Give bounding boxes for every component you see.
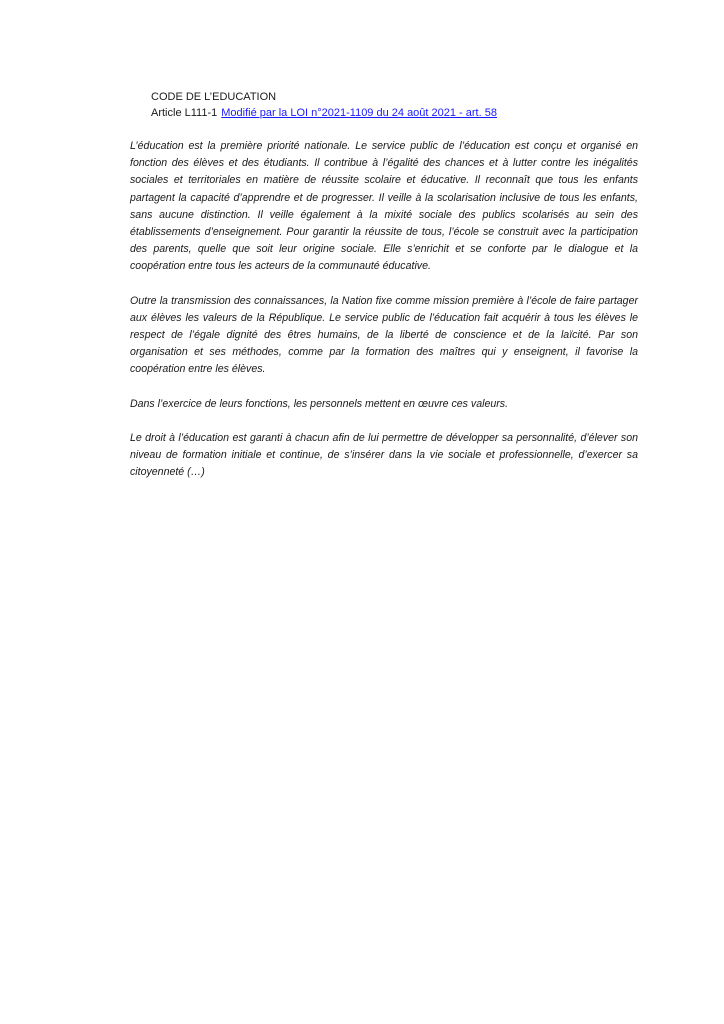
paragraph-2: Outre la transmission des connaissances, la Nation fixe comme mission première à l’école de faire partager aux élèves les valeurs de la République. Le service public de l’éducation fait acquérir à tous les élèves le respect de l’égale dignité des êtres humains, de la liberté de conscience et de la laïcité. Par son organisation et ses méthodes, comme par la formation des maîtres qui y enseignent, il favorise la coopération entre les élèves.: [130, 294, 638, 376]
code-title: CODE DE L’EDUCATION: [151, 91, 277, 103]
paragraph-1: L’éducation est la première priorité nationale. Le service public de l’éducation est conçu et organisé en fonction des élèves et des étudiants. Il contribue à l’égalité des chances et à lutter contre les inégalités sociales et territoriales en matière de réussite scolaire et éducative. Il reconnaît que tous les enfants partagent la capacité d’apprendre et de progresser. Il veille à la scolarisation inclusive de tous les enfants, sans aucune distinction. Il veille également à la mixité sociale des publics scolarisés au sein des établissements d’enseignement. Pour garantir la réussite de tous, l’école se construit avec la participation des parents, quelle que soit leur origine sociale. Elle s’enrichit et se conforte par le dialogue et la coopération entre tous les acteurs de la communauté éducative.: [130, 140, 638, 273]
modification-link[interactable]: Modifié par la LOI n°2021-1109 du 24 août 2021 - art. 58: [221, 107, 497, 119]
article-body: [130, 138, 638, 498]
paragraph-4: Le droit à l’éducation est garanti à chacun afin de lui permettre de développer sa personnalité, d’élever son niveau de formation initiale et continue, de s’insérer dans la vie sociale et professionnelle, d’exercer sa citoyenneté (…): [130, 431, 638, 479]
document-header: [151, 89, 497, 121]
paragraph-3: Dans l’exercice de leurs fonctions, les personnels mettent en œuvre ces valeurs.: [130, 397, 509, 410]
article-line: [151, 105, 497, 121]
article-label: Article L111-1: [151, 107, 218, 119]
